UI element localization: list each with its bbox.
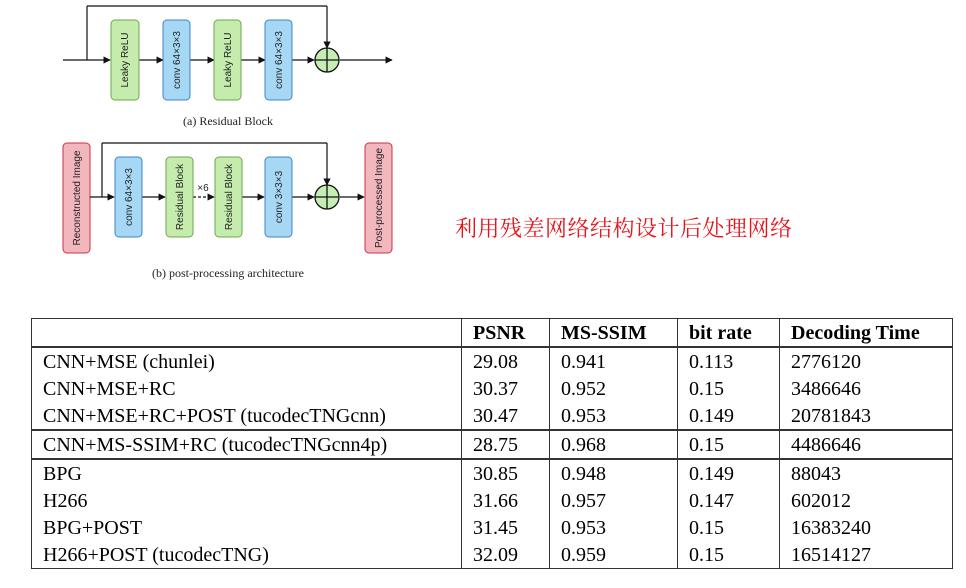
sum-icon	[315, 185, 339, 209]
cell-method: BPG+POST	[32, 514, 462, 541]
table-row	[32, 347, 953, 375]
cell-ms-ssim: 0.968	[550, 430, 678, 459]
cell-bit-rate: 0.149	[678, 459, 780, 487]
table-header-row	[32, 319, 953, 348]
header-method	[32, 319, 462, 348]
cell-ms-ssim: 0.941	[550, 347, 678, 375]
header-bit-rate: bit rate	[678, 319, 780, 348]
results-table	[31, 318, 953, 569]
cell-ms-ssim: 0.953	[550, 514, 678, 541]
cell-bit-rate: 0.149	[678, 402, 780, 430]
conv-block-input	[115, 157, 142, 237]
post-processing-diagram	[63, 143, 392, 280]
input-image-block	[63, 143, 90, 253]
block-label: Residual Block	[175, 163, 186, 231]
table-row	[32, 402, 953, 430]
table-row	[32, 487, 953, 514]
output-image-block	[365, 143, 392, 253]
cell-ms-ssim: 0.959	[550, 541, 678, 569]
cell-psnr: 30.37	[462, 375, 550, 402]
table-row	[32, 514, 953, 541]
block-label: conv 64×3×3	[124, 168, 135, 226]
cell-decoding-time: 16514127	[780, 541, 953, 569]
cell-method: CNN+MSE (chunlei)	[32, 347, 462, 375]
repeat-label: ×6	[197, 183, 209, 194]
cell-method: H266	[32, 487, 462, 514]
cell-method: CNN+MSE+RC+POST (tucodecTNGcnn)	[32, 402, 462, 430]
conv-block-output	[265, 157, 292, 237]
block-label: Leaky ReLU	[120, 32, 131, 88]
conv-block-2	[265, 20, 292, 100]
diagram-a-caption: (a) Residual Block	[183, 114, 273, 128]
table-row	[32, 375, 953, 402]
header-ms-ssim: MS-SSIM	[550, 319, 678, 348]
cell-decoding-time: 88043	[780, 459, 953, 487]
cell-psnr: 30.47	[462, 402, 550, 430]
block-label: Leaky ReLU	[223, 32, 234, 88]
cell-ms-ssim: 0.948	[550, 459, 678, 487]
cell-psnr: 31.66	[462, 487, 550, 514]
header-decoding-time: Decoding Time	[780, 319, 953, 348]
cell-bit-rate: 0.15	[678, 514, 780, 541]
block-label: conv 64×3×3	[172, 31, 183, 89]
cell-ms-ssim: 0.957	[550, 487, 678, 514]
leaky-relu-block-1	[111, 20, 139, 100]
cell-psnr: 29.08	[462, 347, 550, 375]
block-label: conv 64×3×3	[274, 31, 285, 89]
cell-psnr: 31.45	[462, 514, 550, 541]
cell-decoding-time: 16383240	[780, 514, 953, 541]
conv-block-1	[163, 20, 190, 100]
leaky-relu-block-2	[214, 20, 241, 100]
annotation-text: 利用残差网络结构设计后处理网络	[455, 217, 793, 242]
cell-bit-rate: 0.15	[678, 541, 780, 569]
cell-method: H266+POST (tucodecTNG)	[32, 541, 462, 569]
cell-psnr: 28.75	[462, 430, 550, 459]
cell-method: CNN+MSE+RC	[32, 375, 462, 402]
cell-bit-rate: 0.113	[678, 347, 780, 375]
cell-ms-ssim: 0.952	[550, 375, 678, 402]
residual-block-1	[166, 157, 193, 237]
block-label: conv 3×3×3	[274, 170, 285, 224]
cell-decoding-time: 602012	[780, 487, 953, 514]
table-body	[32, 347, 953, 569]
cell-bit-rate: 0.15	[678, 430, 780, 459]
cell-method: CNN+MS-SSIM+RC (tucodecTNGcnn4p)	[32, 430, 462, 459]
block-label: Post-processed Image	[374, 147, 385, 249]
table-row	[32, 541, 953, 569]
sum-icon	[315, 48, 339, 72]
cell-decoding-time: 2776120	[780, 347, 953, 375]
architecture-diagram	[0, 0, 460, 300]
table-row	[32, 430, 953, 459]
diagram-b-caption: (b) post-processing architecture	[152, 266, 304, 280]
cell-bit-rate: 0.147	[678, 487, 780, 514]
cell-decoding-time: 3486646	[780, 375, 953, 402]
block-label: Residual Block	[224, 163, 235, 231]
residual-block-2	[215, 157, 242, 237]
cell-psnr: 32.09	[462, 541, 550, 569]
cell-bit-rate: 0.15	[678, 375, 780, 402]
residual-block-diagram	[63, 6, 392, 128]
table-row	[32, 459, 953, 487]
cell-psnr: 30.85	[462, 459, 550, 487]
block-label: Reconstructed Image	[72, 150, 83, 246]
header-psnr: PSNR	[462, 319, 550, 348]
cell-method: BPG	[32, 459, 462, 487]
cell-ms-ssim: 0.953	[550, 402, 678, 430]
cell-decoding-time: 4486646	[780, 430, 953, 459]
cell-decoding-time: 20781843	[780, 402, 953, 430]
